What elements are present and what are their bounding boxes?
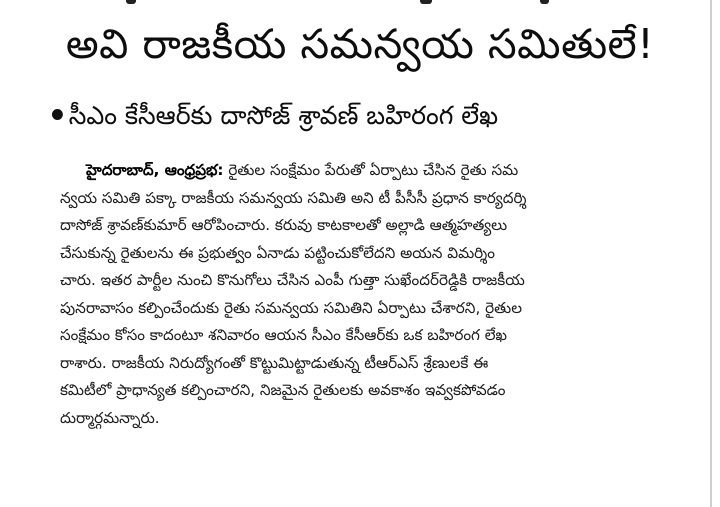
article-headline <box>0 12 720 76</box>
body-line: న్వయ సమితి పక్కా రాజకీయ సమన్వయ సమితి అని టీ పీసీసీ ప్రధాన కార్యదర్శి <box>60 188 527 207</box>
body-line: కమిటీలో ప్రాధాన్యత కల్పించారని, నిజమైన రైతులకు అవకాశం ఇవ్వకపోవడం <box>60 381 506 399</box>
body-line: దాసోజ్ శ్రావణ్‌కుమార్ ఆరోపించారు. కరువు కాటకాలతో అల్లాడి ఆత్మహత్యలు <box>60 216 508 234</box>
article-body <box>60 157 692 432</box>
article-subheadline <box>52 94 692 138</box>
body-line: పునరావాసం కల్పించేందుకు రైతు సమన్వయ సమితిని ఏర్పాటు చేశారని, రైతుల <box>60 298 522 317</box>
dateline: హైదరాబాద్, ఆంధ్రప్రభ: <box>86 161 224 179</box>
body-line: చారు. ఇతర పార్టీల నుంచి కొనుగోలు చేసిన ఎంపీ గుత్తా సుఖేందర్‌రెడ్డికి రాజకీయ <box>60 271 525 289</box>
column-edge <box>710 0 712 507</box>
body-line: దుర్మార్గమన్నారు. <box>60 408 160 427</box>
body-line <box>60 157 692 185</box>
body-line: చేసుకున్న రైతులను ఈ ప్రభుత్వం ఏనాడు పట్టించుకోలేదని అయన విమర్శిం <box>60 243 495 262</box>
body-line-text: రైతుల సంక్షేమం పేరుతో ఏర్పాటు చేసిన రైతు సమ <box>223 161 519 179</box>
headline-text: అవి రాజకీయ సమన్వయ సమితులే! <box>65 20 655 68</box>
clipped-previous-headline <box>0 0 720 8</box>
body-line: రాశారు. రాజకీయ నిరుద్యోగంతో కొట్టుమిట్టాడుతున్న టీఆర్ఎస్ శ్రేణులకే ఈ <box>60 353 489 372</box>
subheadline-text: సీఎం కేసీఆర్‌కు దాసోజ్ శ్రావణ్ బహిరంగ లేఖ <box>68 101 499 131</box>
body-line: సంక్షేమం కోసం కాదంటూ శనివారం ఆయన సీఎం కేసీఆర్‌కు ఒక బహిరంగ లేఖ <box>60 326 507 344</box>
bullet-icon <box>52 109 63 120</box>
